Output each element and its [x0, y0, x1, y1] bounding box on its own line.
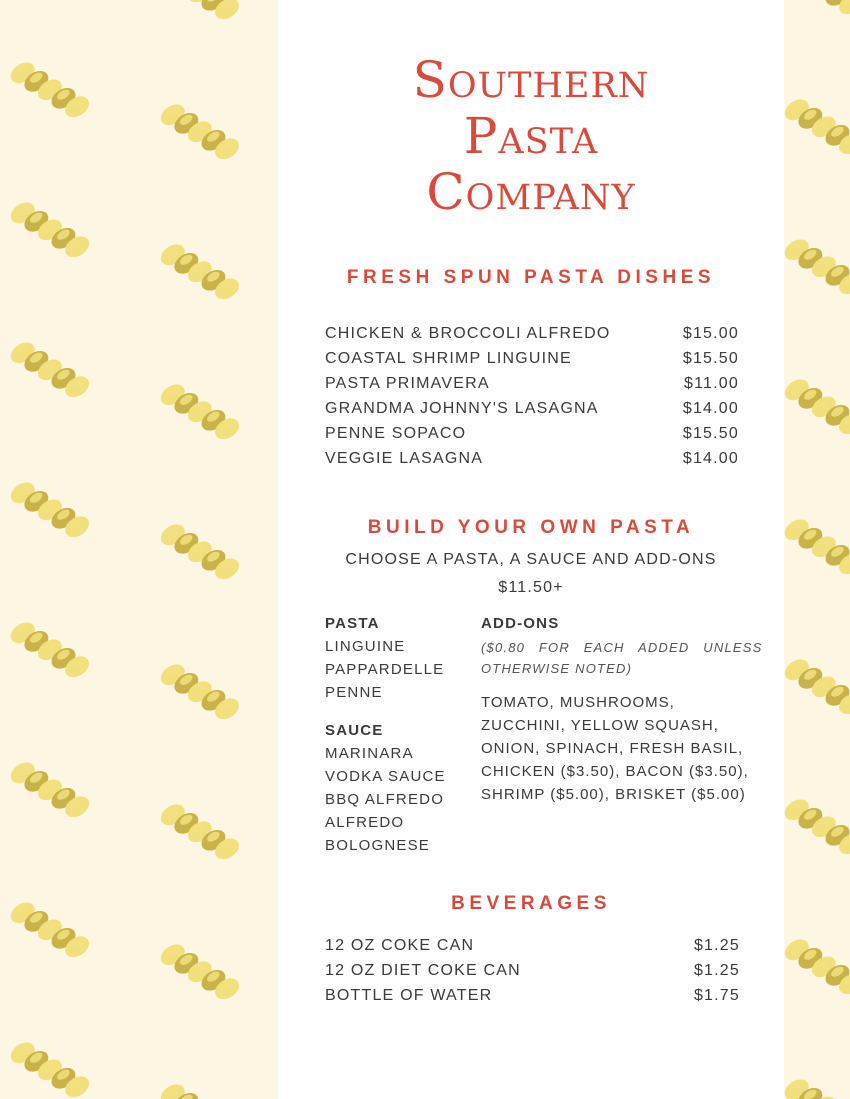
addons-line: ZUCCHINI, YELLOW SQUASH,: [481, 717, 719, 734]
fusilli-pasta-icon: [153, 654, 247, 729]
restaurant-title: [278, 52, 784, 220]
item-price: $1.75: [693, 987, 740, 1004]
menu-item: [325, 933, 740, 958]
fusilli-pasta-icon: [153, 234, 247, 309]
fusilli-pasta-icon: [784, 0, 850, 24]
sauce-option: VODKA SAUCE: [325, 768, 446, 785]
item-name: 12 OZ DIET COKE CAN: [325, 962, 521, 979]
menu-content: [278, 0, 784, 1099]
right-pattern-panel: [784, 0, 850, 1099]
build-your-own-subtitle: CHOOSE A PASTA, A SAUCE AND ADD-ONS: [345, 551, 717, 568]
fusilli-pasta-icon: [784, 89, 850, 164]
fusilli-pasta-icon: [153, 0, 247, 29]
pasta-option: PAPPARDELLE: [325, 661, 445, 678]
pasta-option: PENNE: [325, 684, 383, 701]
addons-line: SHRIMP ($5.00), BRISKET ($5.00): [481, 786, 746, 803]
item-name: PASTA PRIMAVERA: [325, 375, 490, 392]
addons-note-line: ($0.80 FOR EACH ADDED UNLESS: [481, 640, 763, 655]
addons-line: TOMATO, MUSHROOMS,: [481, 694, 675, 711]
item-price: $15.50: [682, 350, 739, 367]
item-name: VEGGIE LASAGNA: [325, 450, 484, 467]
item-name: CHICKEN & BROCCOLI ALFREDO: [325, 325, 611, 342]
pasta-dishes-heading: FRESH SPUN PASTA DISHES: [346, 267, 716, 288]
item-name: 12 OZ COKE CAN: [325, 937, 475, 954]
fusilli-pasta-icon: [3, 52, 97, 127]
item-price: $15.00: [682, 325, 739, 342]
addons-note-line: OTHERWISE NOTED): [481, 661, 633, 676]
pasta-dishes-list: [325, 321, 739, 471]
item-name: BOTTLE OF WATER: [325, 987, 493, 1004]
addons-note: [481, 637, 763, 679]
menu-item: [325, 421, 739, 446]
left-pattern-panel: [0, 0, 278, 1099]
fusilli-pasta-icon: [3, 472, 97, 547]
addons-section: [481, 612, 763, 806]
fusilli-pasta-icon: [784, 1069, 850, 1099]
addons-line: CHICKEN ($3.50), BACON ($3.50),: [481, 763, 749, 780]
fusilli-pasta-icon: [3, 192, 97, 267]
menu-item: [325, 958, 740, 983]
item-price: $14.00: [682, 400, 739, 417]
item-name: COASTAL SHRIMP LINGUINE: [325, 350, 572, 367]
beverages-heading: BEVERAGES: [451, 893, 611, 914]
menu-item: [325, 371, 739, 396]
fusilli-pasta-icon: [784, 509, 850, 584]
sauce-label: SAUCE: [325, 722, 384, 739]
item-price: $14.00: [682, 450, 739, 467]
fusilli-pattern: [784, 0, 850, 1099]
fusilli-pasta-icon: [3, 332, 97, 407]
build-your-own-heading: BUILD YOUR OWN PASTA: [367, 517, 695, 538]
fusilli-pasta-icon: [153, 1074, 247, 1099]
fusilli-pasta-icon: [784, 929, 850, 1004]
sauce-options: [325, 719, 446, 857]
fusilli-pasta-icon: [784, 649, 850, 724]
item-name: GRANDMA JOHNNY'S LASAGNA: [325, 400, 599, 417]
item-price: $15.50: [682, 425, 739, 442]
sauce-option: ALFREDO: [325, 814, 405, 831]
menu-item: [325, 983, 740, 1008]
fusilli-pasta-icon: [784, 229, 850, 304]
fusilli-pasta-icon: [784, 789, 850, 864]
menu-item: [325, 396, 739, 421]
fusilli-pattern: [0, 0, 278, 1099]
sauce-option: BBQ ALFREDO: [325, 791, 445, 808]
title-line: Southern: [412, 51, 650, 109]
fusilli-pasta-icon: [153, 794, 247, 869]
fusilli-pasta-icon: [3, 1032, 97, 1099]
title-line: Pasta: [463, 107, 599, 165]
title-line: Company: [426, 163, 636, 221]
pasta-label: PASTA: [325, 615, 380, 632]
fusilli-pasta-icon: [153, 374, 247, 449]
fusilli-pasta-icon: [153, 94, 247, 169]
menu-item: [325, 321, 739, 346]
menu-item: [325, 446, 739, 471]
build-your-own-price: $11.50+: [498, 579, 564, 596]
fusilli-pasta-icon: [3, 752, 97, 827]
fusilli-pasta-icon: [3, 612, 97, 687]
fusilli-pasta-icon: [784, 369, 850, 444]
pasta-option: LINGUINE: [325, 638, 406, 655]
addons-line: ONION, SPINACH, FRESH BASIL,: [481, 740, 744, 757]
menu-item: [325, 346, 739, 371]
addons-list: [481, 691, 755, 806]
fusilli-pasta-icon: [153, 934, 247, 1009]
fusilli-pasta-icon: [3, 892, 97, 967]
item-price: $1.25: [693, 962, 740, 979]
fusilli-pasta-icon: [153, 514, 247, 589]
sauce-option: MARINARA: [325, 745, 414, 762]
addons-label: ADD-ONS: [481, 615, 560, 632]
item-price: $11.00: [684, 375, 739, 392]
pasta-options: [325, 612, 444, 704]
beverages-list: [325, 933, 740, 1008]
item-price: $1.25: [693, 937, 740, 954]
sauce-option: BOLOGNESE: [325, 837, 430, 854]
item-name: PENNE SOPACO: [325, 425, 467, 442]
